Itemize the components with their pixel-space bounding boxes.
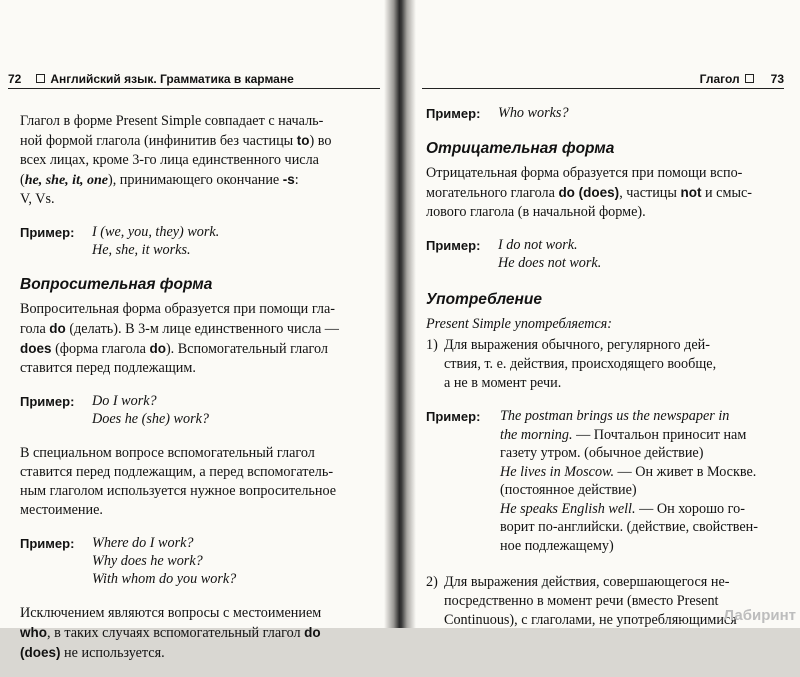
text-line: лового глагола (в начальной форме). bbox=[426, 204, 646, 220]
list-number: 2) bbox=[426, 574, 438, 590]
special-question-paragraph bbox=[20, 444, 380, 520]
text-line: всех лицах, кроме 3-го лица единственного числа bbox=[20, 152, 319, 168]
text-line: ным глаголом используется нужное вопросительное bbox=[20, 483, 337, 499]
text-line: Глагол в форме Present Simple совпадает с началь- bbox=[20, 113, 324, 129]
example-label: Пример: bbox=[20, 394, 75, 409]
example-line: ворит по-английски. (действие, свойствен- bbox=[500, 519, 758, 535]
example-line: With whom do you work? bbox=[92, 571, 237, 587]
book-spine-gutter bbox=[384, 0, 416, 628]
example-line: He speaks English well. — Он хорошо го- bbox=[500, 500, 745, 517]
example-line: (постоянное действие) bbox=[500, 482, 637, 498]
left-running-header bbox=[8, 72, 380, 89]
text-line: (does) не используется. bbox=[20, 645, 165, 661]
text-line: Для выражения обычного, регулярного дей- bbox=[444, 337, 710, 353]
example-who-works bbox=[426, 104, 792, 123]
labirint-watermark: Лабиринт bbox=[723, 607, 796, 624]
example-line: ное подлежащему) bbox=[500, 537, 614, 554]
text-line: Исключением являются вопросы с местоимением bbox=[20, 605, 322, 621]
example-negative bbox=[426, 236, 792, 272]
text-line: а не в момент речи. bbox=[444, 375, 562, 391]
book-title: Английский язык. Грамматика в кармане bbox=[50, 72, 294, 86]
text-line: Continuous), с глаголами, не употребляющимися bbox=[444, 612, 737, 628]
exception-paragraph bbox=[20, 604, 380, 663]
text-line: ставится перед подлежащим, а перед вспомогатель- bbox=[20, 464, 334, 480]
example-interrogative bbox=[20, 392, 380, 428]
right-running-header bbox=[422, 72, 784, 89]
square-bullet-icon bbox=[745, 74, 754, 83]
heading-negative: Отрицательная форма bbox=[426, 140, 615, 157]
text-line: ствия, т. е. действия, происходящего вообще, bbox=[444, 356, 717, 372]
example-affirmative bbox=[20, 223, 380, 259]
example-line: I do not work. bbox=[498, 237, 578, 253]
text-line: does (форма глагола do). Вспомогательный глагол bbox=[20, 341, 329, 357]
page-number-right: 73 bbox=[770, 72, 784, 86]
square-bullet-icon bbox=[36, 74, 45, 83]
text-line: ной формой глагола (инфинитив без частицы to) во bbox=[20, 133, 332, 149]
example-line: газету утром. (обычное действие) bbox=[500, 445, 704, 461]
interrogative-paragraph bbox=[20, 300, 380, 378]
text-line: who, в таких случаях вспомогательный глагол do bbox=[20, 625, 321, 641]
example-line: He lives in Moscow. — Он живет в Москве. bbox=[500, 463, 757, 480]
example-label: Пример: bbox=[20, 536, 75, 551]
text-line: Вопросительная форма образуется при помощи гла- bbox=[20, 301, 336, 317]
text-line: посредственно в момент речи (вместо Present bbox=[444, 593, 719, 609]
text-line: V, Vs. bbox=[20, 191, 55, 207]
text-line: Для выражения действия, совершающегося не- bbox=[444, 574, 730, 590]
example-line: He does not work. bbox=[498, 255, 602, 271]
right-page bbox=[408, 0, 800, 628]
list-number: 1) bbox=[426, 337, 438, 353]
example-line: Where do I work? bbox=[92, 535, 194, 551]
text-line: местоимение. bbox=[20, 502, 103, 518]
example-line: the morning. — Почтальон приносит нам bbox=[500, 426, 747, 443]
intro-paragraph bbox=[20, 112, 380, 209]
text-line: Отрицательная форма образуется при помощи вспо- bbox=[426, 165, 743, 181]
example-label: Пример: bbox=[20, 225, 75, 240]
left-page bbox=[0, 0, 392, 661]
example-line: The postman brings us the newspaper in bbox=[500, 408, 730, 424]
example-label: Пример: bbox=[426, 409, 481, 424]
example-line: Who works? bbox=[498, 105, 569, 121]
heading-usage: Употребление bbox=[426, 291, 543, 308]
example-line: Does he (she) work? bbox=[92, 411, 210, 427]
right-content bbox=[426, 104, 792, 644]
example-usage bbox=[426, 407, 792, 555]
example-line: Do I work? bbox=[92, 393, 157, 409]
usage-item-1 bbox=[426, 336, 792, 393]
text-line: (he, she, it, one), принимающего окончание -s: bbox=[20, 172, 299, 188]
example-usage-lines bbox=[500, 407, 758, 555]
usage-intro: Present Simple употребляется: bbox=[426, 316, 612, 332]
negative-paragraph bbox=[426, 164, 792, 222]
left-content bbox=[20, 112, 380, 677]
example-label: Пример: bbox=[426, 238, 481, 253]
text-line: ставится перед подлежащим. bbox=[20, 360, 196, 376]
chapter-title: Глагол bbox=[699, 72, 740, 86]
heading-interrogative: Вопросительная форма bbox=[20, 276, 213, 293]
example-line: I (we, you, they) work. bbox=[92, 224, 220, 240]
page-number-left: 72 bbox=[8, 72, 22, 86]
example-label: Пример: bbox=[426, 106, 481, 121]
usage-list bbox=[426, 336, 792, 630]
text-line: гола do (делать). В 3-м лице единственного числа — bbox=[20, 321, 339, 337]
example-line: He, she, it works. bbox=[92, 242, 191, 258]
example-special-question bbox=[20, 534, 380, 588]
example-line: Why does he work? bbox=[92, 553, 203, 569]
text-line: В специальном вопросе вспомогательный глагол bbox=[20, 445, 315, 461]
text-line: могательного глагола do (does), частицы not и смыс- bbox=[426, 185, 752, 201]
